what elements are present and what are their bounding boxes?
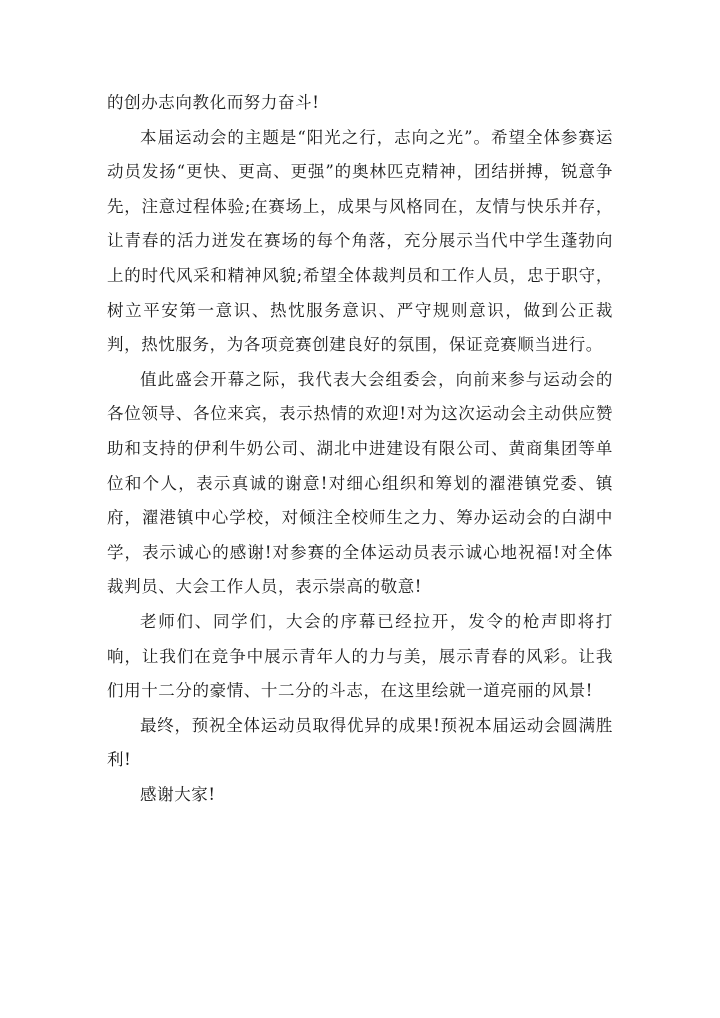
paragraph-closing: 感谢大家! [140, 784, 216, 804]
speech-body [107, 86, 613, 812]
paragraph-welcome-thanks: 值此盛会开幕之际，我代表大会组委会，向前来参与运动会的各位领导、各位来宾，表示热情的欢迎!对为这次运动会主动供应赞助和支持的伊利牛奶公司、湖北中进建设有限公司、黄商集团等单位和个人，表示真诚的谢意!对细心组织和筹划的濯港镇党委、镇府，濯港镇中心学校，对倾注全校师生之力、筹办运动会的白湖中学，表示诚心的感谢!对参赛的全体运动员表示诚心地祝福!对全体裁判员、大会工作人员，表示崇高的敬意! [107, 369, 613, 597]
paragraph-continuation: 的创办志向教化而努力奋斗! [107, 93, 320, 112]
paragraph-theme: 本届运动会的主题是“阳光之行，志向之光”。希望全体参赛运动员发扬“更快、更高、更强”的奥林匹克精神，团结拼搏，锐意争先，注意过程体验;在赛场上，成果与风格同在，友情与快乐并存，让青春的活力迸发在赛场的每个角落，充分展示当代中学生蓬勃向上的时代风采和精神风貌;希望全体裁判员和工作人员，忠于职守，树立平安第一意识、热忱服务意识、严守规则意识，做到公正裁判，热忱服务，为各项竞赛创建良好的氛围，保证竞赛顺当进行。 [107, 127, 613, 355]
paragraph-wishes: 最终，预祝全体运动员取得优异的成果!预祝本届运动会圆满胜利! [107, 715, 613, 770]
paragraph-call-to-action: 老师们、同学们，大会的序幕已经拉开，发令的枪声即将打响，让我们在竞争中展示青年人的力与美，展示青春的风彩。让我们用十二分的豪情、十二分的斗志，在这里绘就一道亮丽的风景! [107, 611, 613, 701]
